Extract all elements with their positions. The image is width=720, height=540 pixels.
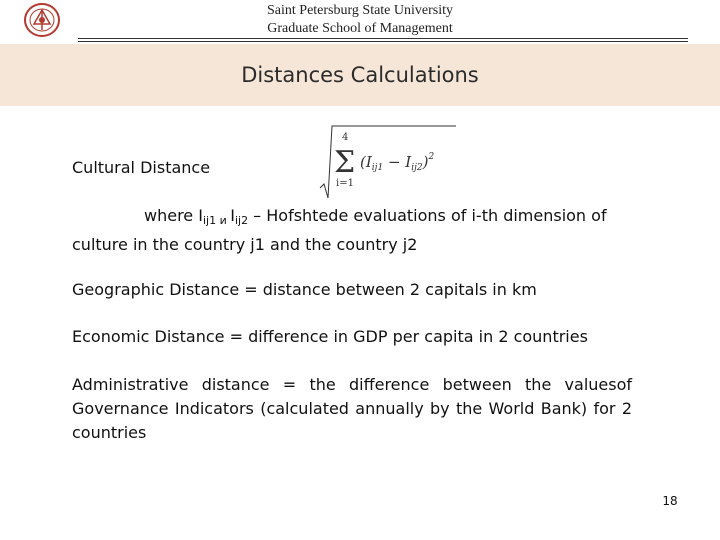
where-sub2: ij2 [234, 214, 249, 227]
economic-distance-label: Economic Distance [72, 327, 225, 346]
svg-text:Σ: Σ [334, 145, 356, 180]
geographic-distance-text: = distance between 2 capitals in km [239, 280, 537, 299]
geographic-distance-definition [72, 278, 652, 302]
where-and: и [216, 214, 231, 227]
title-band [0, 44, 720, 106]
header-rule [78, 38, 688, 39]
where-prefix: where I [144, 206, 203, 225]
school-name: Graduate School of Management [267, 21, 453, 36]
formula-open: (I [360, 153, 372, 171]
formula-sub2: ij2 [411, 163, 423, 173]
sum-lower-limit: i=1 [336, 178, 354, 189]
where-sub1: ij1 [202, 214, 217, 227]
formula-sub1: ij1 [371, 163, 384, 173]
institution-header [200, 2, 520, 38]
where-mid: I [230, 206, 235, 225]
administrative-distance-text: = the difference between the valuesof Governance Indicators (calculated annually by the World Bank) for 2 countries [72, 375, 633, 442]
administrative-distance-definition [72, 373, 632, 445]
cultural-distance-label: Cultural Distance [72, 158, 211, 177]
formula-minus: − I [383, 153, 412, 171]
header-rule-secondary [78, 41, 688, 42]
cultural-distance-formula [318, 122, 458, 202]
cultural-distance-explanation [72, 204, 642, 257]
formula-close: ) [422, 153, 429, 171]
where-rest: – Hofshtede evaluations of i-th dimension of culture in the country j1 and the country j2 [72, 206, 607, 254]
economic-distance-text: = difference in GDP per capita in 2 countries [224, 327, 588, 346]
university-crest-icon [22, 2, 62, 38]
geographic-distance-label: Geographic Distance [72, 280, 240, 299]
page-number: 18 [662, 494, 678, 508]
economic-distance-definition [72, 325, 652, 349]
formula-power: 2 [428, 152, 435, 162]
formula-body [360, 152, 434, 173]
slide-title: Distances Calculations [241, 63, 479, 87]
sum-upper-limit: 4 [342, 132, 349, 143]
administrative-distance-label: Administrative distance [72, 375, 270, 394]
university-name: Saint Petersburg State University [267, 3, 453, 18]
